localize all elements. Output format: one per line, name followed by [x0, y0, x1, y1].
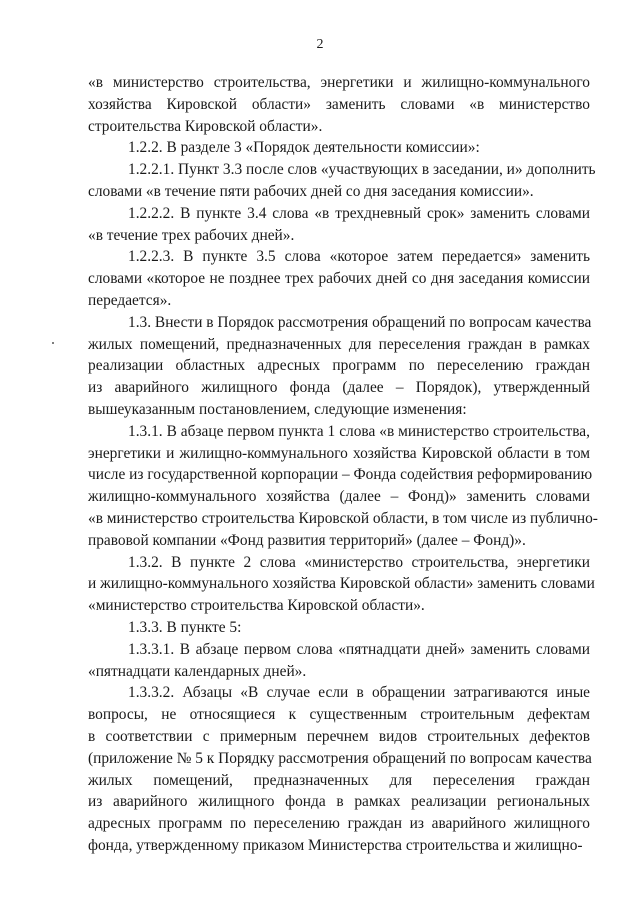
paragraph	[88, 421, 598, 552]
paragraph	[88, 682, 590, 856]
paragraph	[88, 137, 590, 159]
text-line: числе из государственной корпорации – Фонда содействия реформированию	[88, 466, 593, 484]
text-line: «в министерство строительства Кировской области, в том числе из публично-	[88, 509, 598, 527]
text-line: «пятнадцати календарных дней».	[88, 662, 307, 680]
text-line: жилых помещений, предназначенных для переселения граждан	[88, 771, 590, 789]
text-line: и жилищно-коммунального хозяйства Кировской области» заменить словами	[88, 575, 595, 593]
text-line: из аварийного жилищного фонда (далее – Порядок), утвержденный	[88, 379, 590, 397]
paragraph	[88, 72, 590, 137]
text-line: в соответствии с примерным перечнем видов строительных дефектов	[88, 727, 590, 745]
text-line: 1.3.3. В пункте 5:	[128, 618, 242, 636]
text-line: 1.3. Внести в Порядок рассмотрения обращений по вопросам качества	[128, 313, 592, 331]
paragraph	[88, 617, 590, 639]
text-line: адресных программ по переселению граждан из аварийного жилищного	[88, 815, 590, 833]
paragraph	[88, 639, 590, 683]
text-line: 1.3.3.1. В абзаце первом слова «пятнадцати дней» заменить словами	[128, 640, 590, 658]
text-line: 1.3.2. В пункте 2 слова «министерство строительства, энергетики	[128, 553, 590, 571]
text-line: реализации областных адресных программ по переселению граждан	[88, 357, 590, 375]
text-line: жилых помещений, предназначенных для переселения граждан в рамках	[88, 335, 590, 353]
paragraph	[88, 312, 590, 421]
text-line: (приложение № 5 к Порядку рассмотрения обращений по вопросам качества	[88, 749, 592, 767]
text-line: правовой компании «Фонд развития территорий» (далее – Фонд)».	[88, 531, 526, 549]
text-line: «в течение трех рабочих дней».	[88, 226, 295, 244]
text-line: 1.3.1. В абзаце первом пункта 1 слова «в министерство строительства,	[128, 422, 590, 440]
text-line: вопросы, не относящиеся к существенным строительным дефектам	[88, 706, 590, 724]
text-line: «в министерство строительства, энергетики и жилищно-коммунального	[88, 74, 590, 91]
text-line: энергетики и жилищно-коммунального хозяйства Кировской области в том	[88, 444, 590, 462]
text-line: передается».	[88, 291, 172, 309]
text-line: 1.2.2.2. В пункте 3.4 слова «в трехдневный срок» заменить словами	[128, 204, 590, 222]
text-line: из аварийного жилищного фонда в рамках реализации региональных	[88, 793, 590, 811]
paragraph	[88, 552, 595, 617]
paragraph	[88, 246, 590, 311]
text-line: хозяйства Кировской области» заменить словами «в министерство	[88, 95, 590, 113]
text-line: фонда, утвержденному приказом Министерства строительства и жилищно-	[88, 836, 583, 854]
text-line: 1.3.3.2. Абзацы «В случае если в обращении затрагиваются иные	[128, 684, 590, 702]
text-line: жилищно-коммунального хозяйства (далее – Фонд)» заменить словами	[88, 488, 590, 506]
text-line: словами «в течение пяти рабочих дней со дня заседания комиссии».	[88, 182, 534, 200]
text-line: 1.2.2.1. Пункт 3.3 после слов «участвующих в заседании, и» дополнить	[128, 161, 596, 179]
text-line: «министерство строительства Кировской области».	[88, 597, 425, 615]
text-line: словами «которое не позднее трех рабочих дней со дня заседания комиссии	[88, 270, 590, 288]
text-line: 1.2.2.3. В пункте 3.5 слова «которое затем передается» заменить	[128, 248, 590, 266]
paragraph	[88, 159, 596, 203]
paragraph	[88, 203, 590, 247]
text-line: вышеуказанным постановлением, следующие изменения:	[88, 400, 467, 418]
scan-speck	[52, 342, 54, 344]
page-number: 2	[316, 37, 324, 52]
text-line: 1.2.2. В разделе 3 «Порядок деятельности комиссии»:	[128, 139, 480, 157]
text-line: строительства Кировской области».	[88, 117, 323, 135]
document-body	[88, 72, 598, 857]
